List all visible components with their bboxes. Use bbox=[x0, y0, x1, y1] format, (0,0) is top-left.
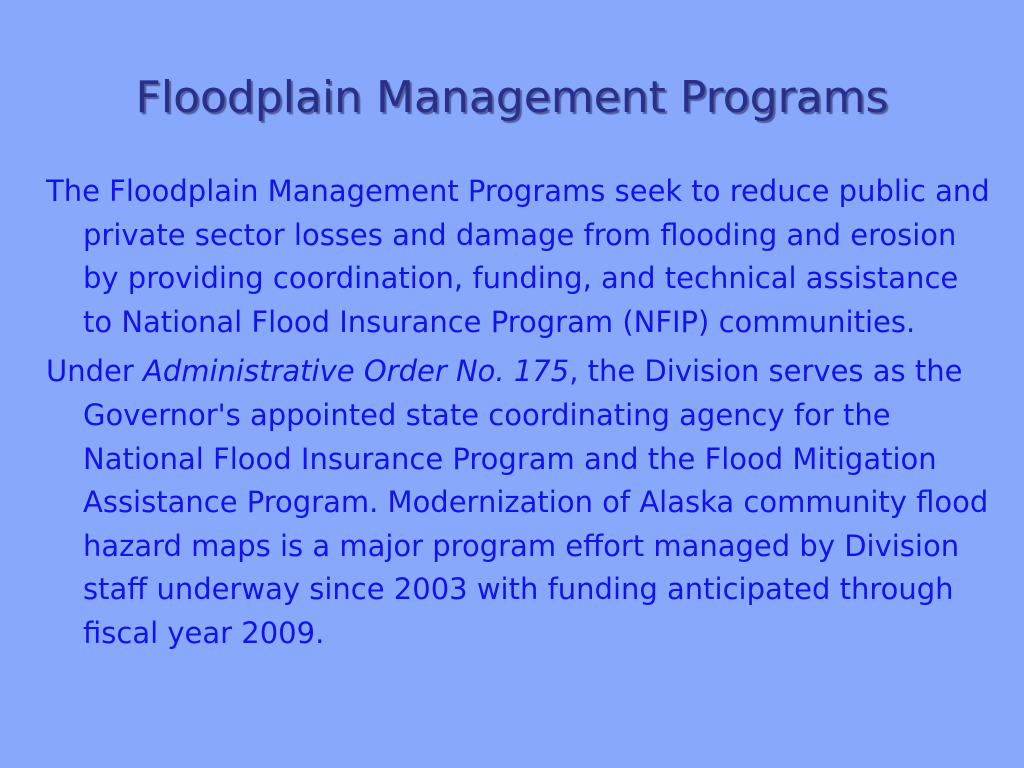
paragraph-lead: Under bbox=[46, 354, 143, 389]
paragraph-rest: , the Division serves as the Governor's appointed state coordinating agency for the National Flood Insurance Program and the Flood Mitigation Assistance Program. Modernization of Alaska community flood hazard maps is a major program effort managed by Division staff underway since 2003 with funding anticipated through fiscal year 2009. bbox=[83, 354, 989, 650]
slide-body bbox=[46, 170, 996, 662]
paragraph-programs-overview: The Floodplain Management Programs seek to reduce public and private sector losses and damage from flooding and erosion by providing coordination, funding, and technical assistance to National Flood Insurance Program (NFIP) communities. bbox=[46, 174, 990, 339]
administrative-order-reference: Administrative Order No. 175 bbox=[143, 354, 570, 389]
paragraph-administrative-order bbox=[46, 350, 996, 655]
slide-title: Floodplain Management Programs bbox=[135, 72, 889, 123]
